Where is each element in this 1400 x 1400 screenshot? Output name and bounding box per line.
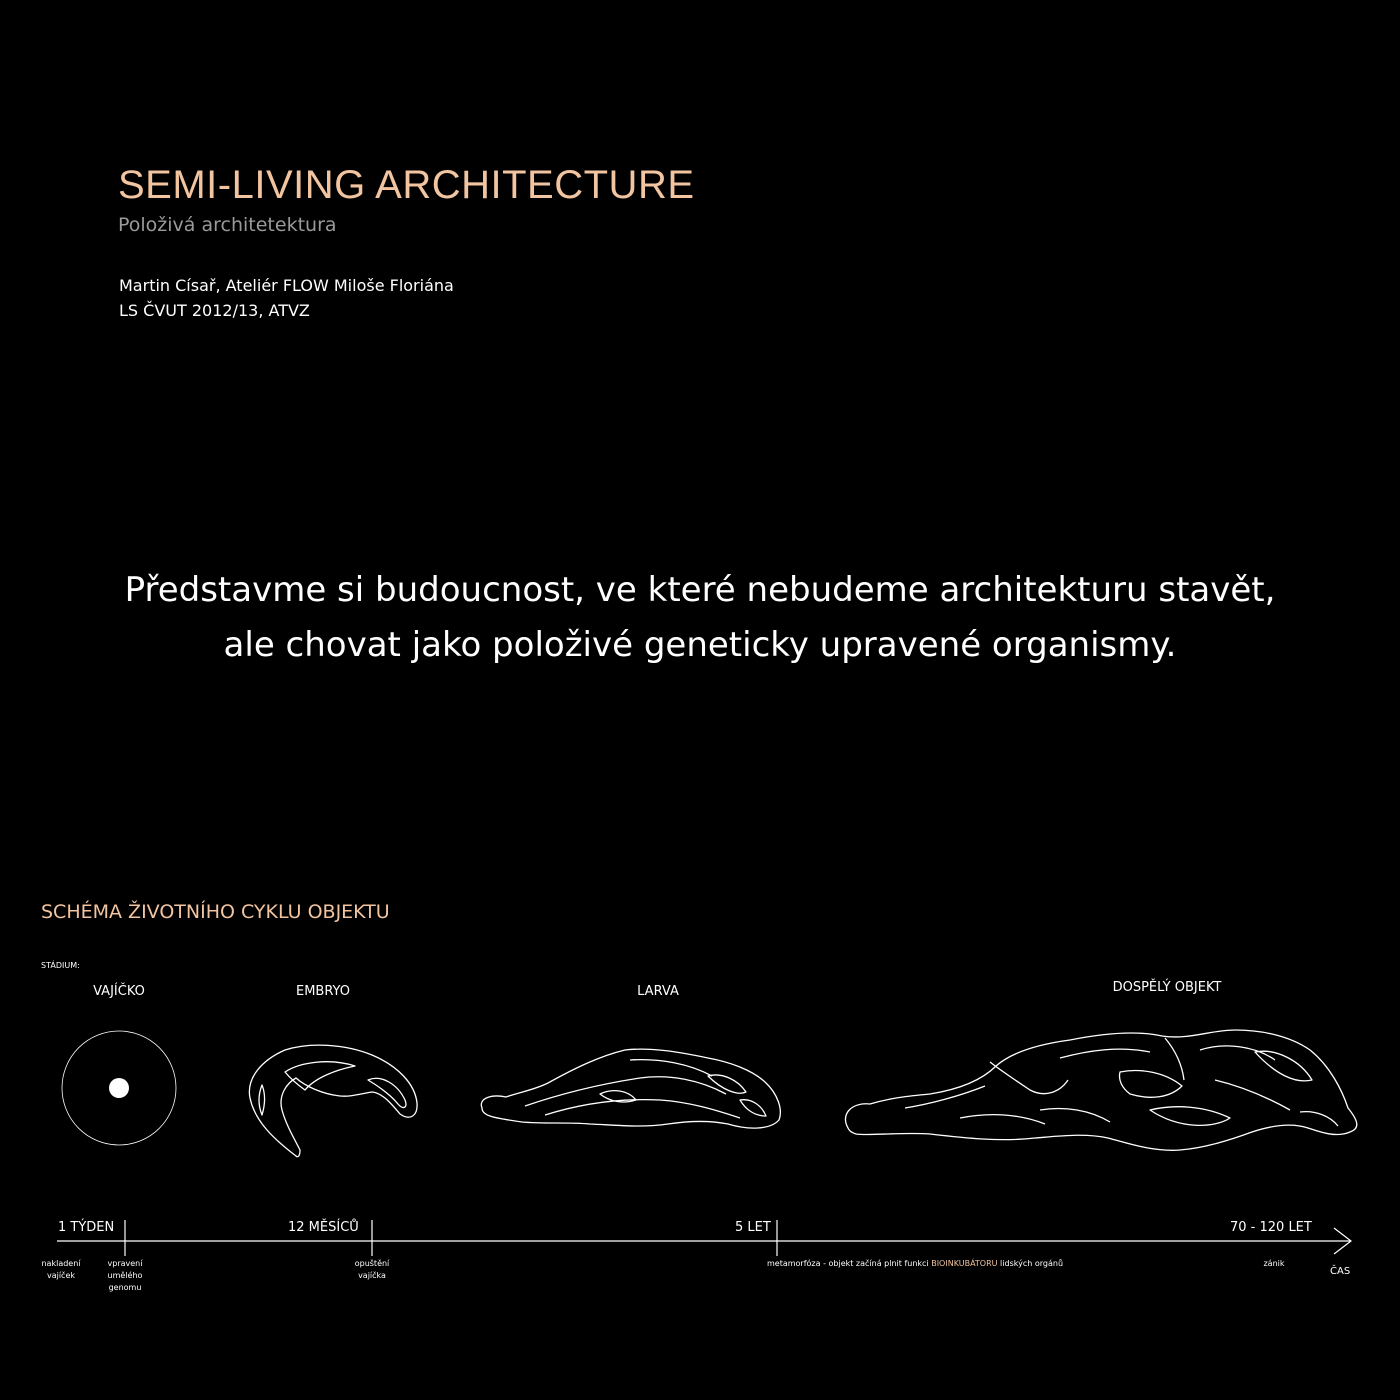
- embryo-icon: [249, 1045, 417, 1157]
- note-metamorphosis-pre: metamorfóza - objekt začíná plnit funkci: [766, 1259, 932, 1268]
- note-leaving-egg: [355, 1258, 390, 1282]
- timeline-axis: [57, 1220, 1351, 1256]
- tick-label-70-120-years: 70 - 120 LET: [1230, 1220, 1312, 1235]
- page-subtitle: Položivá architetektura: [118, 214, 337, 236]
- tick-label-1-week: 1 TÝDEN: [58, 1220, 115, 1235]
- statement-line-2: ale chovat jako položivé geneticky upravené organismy.: [223, 625, 1177, 665]
- school-line: LS ČVUT 2012/13, ATVZ: [119, 301, 310, 320]
- note-line: vajíčka: [358, 1271, 386, 1280]
- stadium-label: STÁDIUM:: [41, 961, 80, 970]
- note-line: umělého: [107, 1271, 143, 1280]
- larva-icon: [481, 1049, 780, 1128]
- note-line: nakladení: [41, 1259, 81, 1268]
- note-line: genomu: [108, 1283, 142, 1292]
- author-line: Martin Císař, Ateliér FLOW Miloše Floriána: [119, 276, 454, 295]
- stage-label-adult: DOSPĚLÝ OBJEKT: [1112, 980, 1222, 995]
- note-line: opuštění: [354, 1259, 390, 1268]
- note-metamorphosis-accent: BIOINKUBÁTORU: [931, 1259, 998, 1268]
- note-artificial-genome: [108, 1258, 143, 1294]
- note-laying-eggs: [41, 1258, 80, 1282]
- stage-label-egg: VAJÍČKO: [93, 984, 145, 999]
- schema-title: SCHÉMA ŽIVOTNÍHO CYKLU OBJEKTU: [41, 901, 390, 923]
- note-metamorphosis-post: lidských orgánů: [997, 1259, 1064, 1268]
- statement-line-1: Představme si budoucnost, ve které nebudeme architekturu stavět,: [124, 570, 1276, 610]
- page-title: SEMI-LIVING ARCHITECTURE: [118, 163, 695, 207]
- stage-label-larva: LARVA: [637, 984, 679, 999]
- note-line: vajíček: [46, 1271, 76, 1280]
- egg-icon: [62, 1031, 176, 1145]
- stage-label-embryo: EMBRYO: [295, 984, 351, 999]
- note-metamorphosis: [767, 1258, 1063, 1270]
- note-end: zánik: [1263, 1259, 1285, 1268]
- tick-label-12-months: 12 MĚSÍCŮ: [288, 1220, 359, 1235]
- time-axis-label: ČAS: [1330, 1266, 1351, 1277]
- note-line: vpravení: [107, 1259, 143, 1268]
- adult-object-icon: [845, 1030, 1356, 1150]
- tick-label-5-years: 5 LET: [735, 1220, 771, 1235]
